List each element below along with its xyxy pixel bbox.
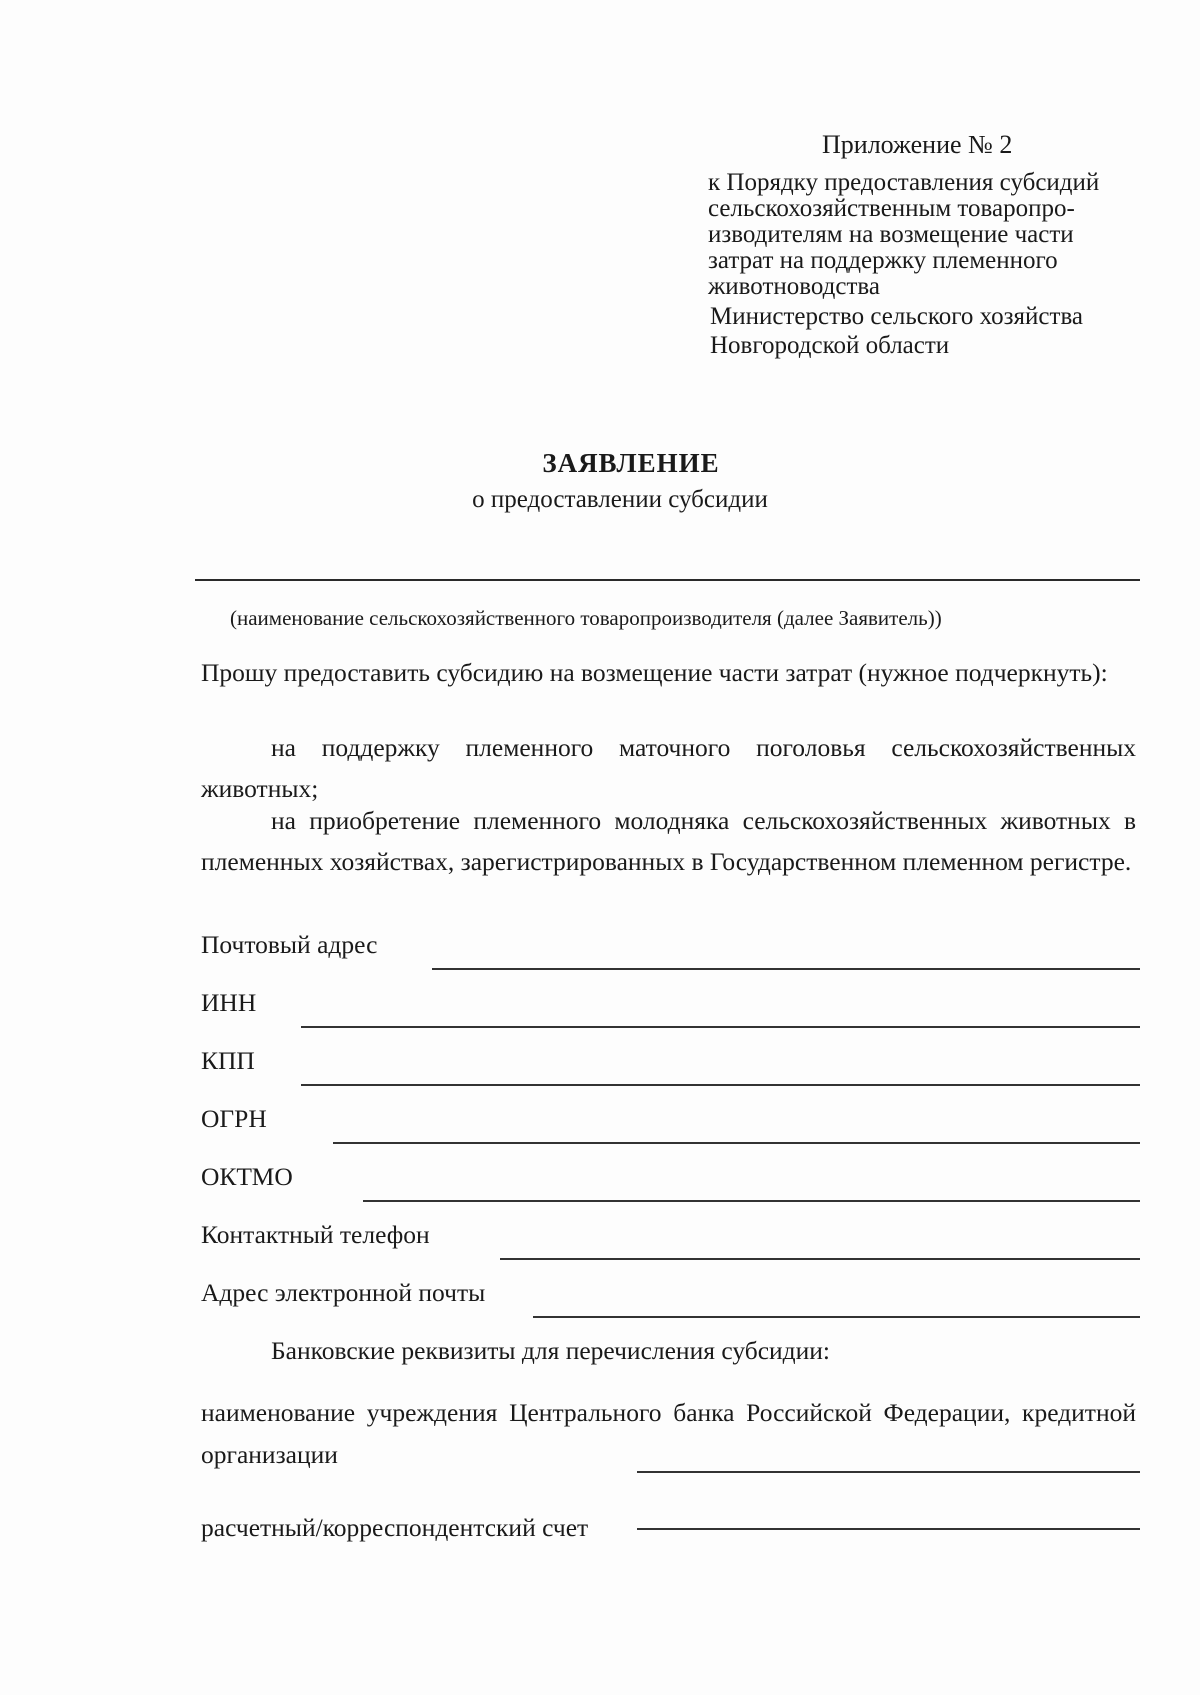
bank-details-heading: Банковские реквизиты для перечисления субсидии: — [271, 1336, 831, 1365]
oktmo-field[interactable] — [363, 1200, 1140, 1202]
bank-institution-field[interactable] — [637, 1471, 1140, 1473]
ministry-line: Новгородской области — [710, 332, 950, 359]
appendix-line: затрат на поддержку племенного — [708, 247, 1058, 274]
ministry-line: Министерство сельского хозяйства — [710, 303, 1084, 330]
kpp-field[interactable] — [301, 1084, 1140, 1086]
postal-address-label: Почтовый адрес — [201, 930, 378, 959]
inn-field[interactable] — [301, 1026, 1140, 1028]
applicant-name-caption: (наименование сельскохозяйственного товаропроизводителя (далее Заявитель)) — [230, 606, 942, 630]
phone-field[interactable] — [500, 1258, 1140, 1260]
ogrn-field[interactable] — [333, 1142, 1140, 1144]
email-label: Адрес электронной почты — [201, 1278, 486, 1307]
ogrn-label: ОГРН — [201, 1104, 267, 1133]
appendix-number: Приложение № 2 — [822, 130, 1013, 159]
appendix-line: сельскохозяйственным товаропро- — [708, 195, 1075, 222]
appendix-line: к Порядку предоставления субсидий — [708, 169, 1100, 196]
applicant-name-field[interactable] — [195, 579, 1140, 581]
phone-label: Контактный телефон — [201, 1220, 430, 1249]
document-subtitle: о предоставлении субсидии — [472, 486, 768, 513]
bank-institution-label: наименование учреждения Центрального банка Российской Федерации, кредитной организации — [201, 1398, 1136, 1469]
email-field[interactable] — [533, 1316, 1140, 1318]
addressee-ministry — [710, 302, 1083, 360]
postal-address-field[interactable] — [432, 968, 1140, 970]
inn-label: ИНН — [201, 988, 257, 1017]
account-field[interactable] — [637, 1528, 1140, 1530]
option-breeding-stock: на поддержку племенного маточного поголовья сельскохозяйственных животных; — [201, 733, 1136, 803]
appendix-line: изводителям на возмещение части — [708, 221, 1074, 248]
kpp-label: КПП — [201, 1046, 255, 1075]
oktmo-label: ОКТМО — [201, 1162, 293, 1191]
appendix-reference — [708, 170, 1099, 300]
request-paragraph: Прошу предоставить субсидию на возмещение части затрат (нужное подчеркнуть): — [201, 658, 1108, 687]
option-young-stock: на приобретение племенного молодняка сельскохозяйственных животных в племенных хозяйствах, зарегистрированных в Государственном племенном регистре. — [201, 806, 1136, 876]
document-title: ЗАЯВЛЕНИЕ — [542, 448, 720, 478]
account-label: расчетный/корреспондентский счет — [201, 1513, 589, 1542]
appendix-line: животноводства — [708, 273, 880, 300]
